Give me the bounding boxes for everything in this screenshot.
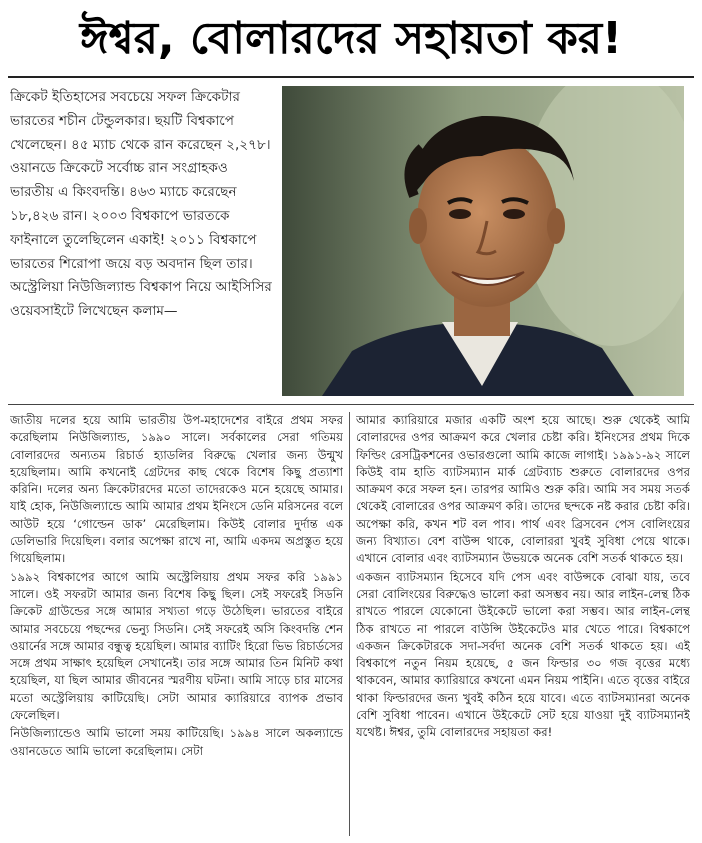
headline: ঈশ্বর, বোলারদের সহায়তা কর! xyxy=(79,13,623,64)
player-photo xyxy=(282,86,684,396)
column-divider xyxy=(349,412,350,836)
article-column-left xyxy=(10,412,343,838)
section-rule xyxy=(8,404,694,405)
intro-text xyxy=(10,86,272,396)
article-paragraph: আমার ক্যারিয়ারে মজার একটি অংশ হয়ে আছে। শুরু থেকেই আমি বোলারদের ওপর আক্রমণ করে খেলার চেষ্টা করি। ইনিংসের প্রথম দিকে ফিল্ডিং রেসট্রিকশনের ওভারগুলো আমি কাজে লাগাই। ১৯৯১-৯২ সালে কিউই বাম হাতি ব্যাটসম্যান মার্ক গ্রেটব্যাচ শুরুতে বোলারদের ওপর আক্রমণ করে সফল হন। তারপর আমিও শুরু করি। আমি সব সময় সতর্ক থেকেই বোলারের ওপর আক্রমণ করি। তাদের ছন্দকে নষ্ট করার চেষ্টা করি। অপেক্ষা করি, কখন শট বল পাব। পার্থ এবং ব্রিসবেন পেস বোলিংয়ের জন্য বিখ্যাত। বেশ বাউন্স থাকে, বোলাররা খুবই সুবিধা পেয়ে থাকে। এখানে বোলার এবং ব্যাটসম্যান উভয়কে অনেক বেশি সতর্ক থাকতে হয়। xyxy=(356,413,690,566)
top-rule xyxy=(8,76,694,78)
article-paragraph: জাতীয় দলের হয়ে আমি ভারতীয় উপ-মহাদেশের বাইরে প্রথম সফর করেছিলাম নিউজিল্যান্ড, ১৯৯০ সালে। সর্বকালের সেরা গতিময় বোলারদের অন্যতম রিচার্ড হ্যাডলির বিরুদ্ধে খেলার জন্য উন্মুখ হয়েছিলাম। আমি কখনোই গ্রেটদের কাছ থেকে বিশেষ কিছু প্রত্যাশা করিনি। দলের অন্য ক্রিকেটারদের মতো তাদেরকেও মনে হয়েছে আমার। যাই হোক, নিউজিল্যান্ডে আমি আমার প্রথম ইনিংসে ডেনি মরিসনের বলে আউট হয়ে ‘গোল্ডেন ডাক’ মেরেছিলাম। কিউই বোলার দুর্দান্ত এক ডেলিভারি দিয়েছিল। বলার অপেক্ষা রাখে না, আমি একদম অপ্রস্তুত হয়ে গিয়েছিলাম। xyxy=(10,413,343,566)
article-paragraph: ১৯৯২ বিশ্বকাপের আগে আমি অস্ট্রেলিয়ায় প্রথম সফর করি ১৯৯১ সালে। ওই সফরটা আমার জন্য বিশেষ কিছু ছিল। সেই সফরেই সিডনি ক্রিকেট গ্রাউন্ডের সঙ্গে আমার সখ্যতা গড়ে উঠেছিল। ভারতের বাইরে আমার সবচেয়ে পছন্দের ভেন্যু সিডনি। সেই সফরেই অসি কিংবদন্তি শেন ওয়ার্নের সঙ্গে আমার বন্ধুত্ব হয়েছিল। আমার ব্যাটিং হিরো ভিভ রিচার্ডসের সঙ্গে প্রথম সাক্ষাৎ হয়েছিল সেখানেই। তার সঙ্গে আমার তিন মিনিট কথা হয়েছিল, যা ছিল আমার জীবনের স্মরণীয় ঘটনা। আমি সাড়ে চার মাসের মতো অস্ট্রেলিয়ায় কাটিয়েছি। সেটা আমার ক্যারিয়ারে ব্যাপক প্রভাব ফেলেছিল। xyxy=(10,569,343,723)
article-paragraph: একজন ব্যাটসম্যান হিসেবে যদি পেস এবং বাউন্সকে বোঝা যায়, তবে সেরা বোলিংয়ের বিরুদ্ধেও ভালো করা অসম্ভব নয়। আর লাইন-লেন্থ ঠিক রাখতে পারলে যেকোনো উইকেটে ভালো করা সম্ভব। আর লাইন-লেন্থ ঠিক রাখতে না পারলে বাউন্সি উইকেটেও মার খেতে পারে। বিশ্বকাপে একজন ক্রিকেটারকে সদা-সর্বদা অনেক বেশি সতর্ক থাকতে হয়। এই বিশ্বকাপে নতুন নিয়ম হয়েছে, ৫ জন ফিল্ডার ৩০ গজ বৃত্তের মধ্যে থাকবেন, আমার ক্যারিয়ারে কখনো এমন নিয়ম পাইনি। এতে বৃত্তের বাইরে থাকা ফিল্ডারদের জন্য খুবই কঠিন হয়ে যাবে। এতে ব্যাটসম্যানরা অনেক বেশি সুবিধা পাবেন। এখানে উইকেটে সেট হয়ে যাওয়া দুই ব্যাটসম্যানই যথেষ্ট। ঈশ্বর, তুমি বোলারদের সহায়তা কর! xyxy=(356,569,690,740)
article-column-right xyxy=(356,412,690,838)
article-paragraph: নিউজিল্যান্ডেও আমি ভালো সময় কাটিয়েছি। ১৯৯৪ সালে অকল্যান্ডে ওয়ানডেতে আমি ভালো করেছিলাম। সেটা xyxy=(10,726,343,758)
intro-paragraph: ক্রিকেট ইতিহাসের সবচেয়ে সফল ক্রিকেটার ভারতের শচীন টেন্ডুলকার। ছয়টি বিশ্বকাপে খেলেছেন। ৪৫ ম্যাচ থেকে রান করেছেন ২,২৭৮। ওয়ানডে ক্রিকেটে সর্বোচ্চ রান সংগ্রাহকও ভারতীয় এ কিংবদন্তি। ৪৬৩ ম্যাচে করেছেন ১৮,৪২৬ রান। ২০০৩ বিশ্বকাপে ভারতকে ফাইনালে তুলেছিলেন একাই! ২০১১ বিশ্বকাপে ভারতের শিরোপা জয়ে বড় অবদান ছিল তার। অস্ট্রেলিয়া নিউজিল্যান্ড বিশ্বকাপ নিয়ে আইসিসির ওয়েবসাইটে লিখেছেন কলাম— xyxy=(10,89,272,320)
